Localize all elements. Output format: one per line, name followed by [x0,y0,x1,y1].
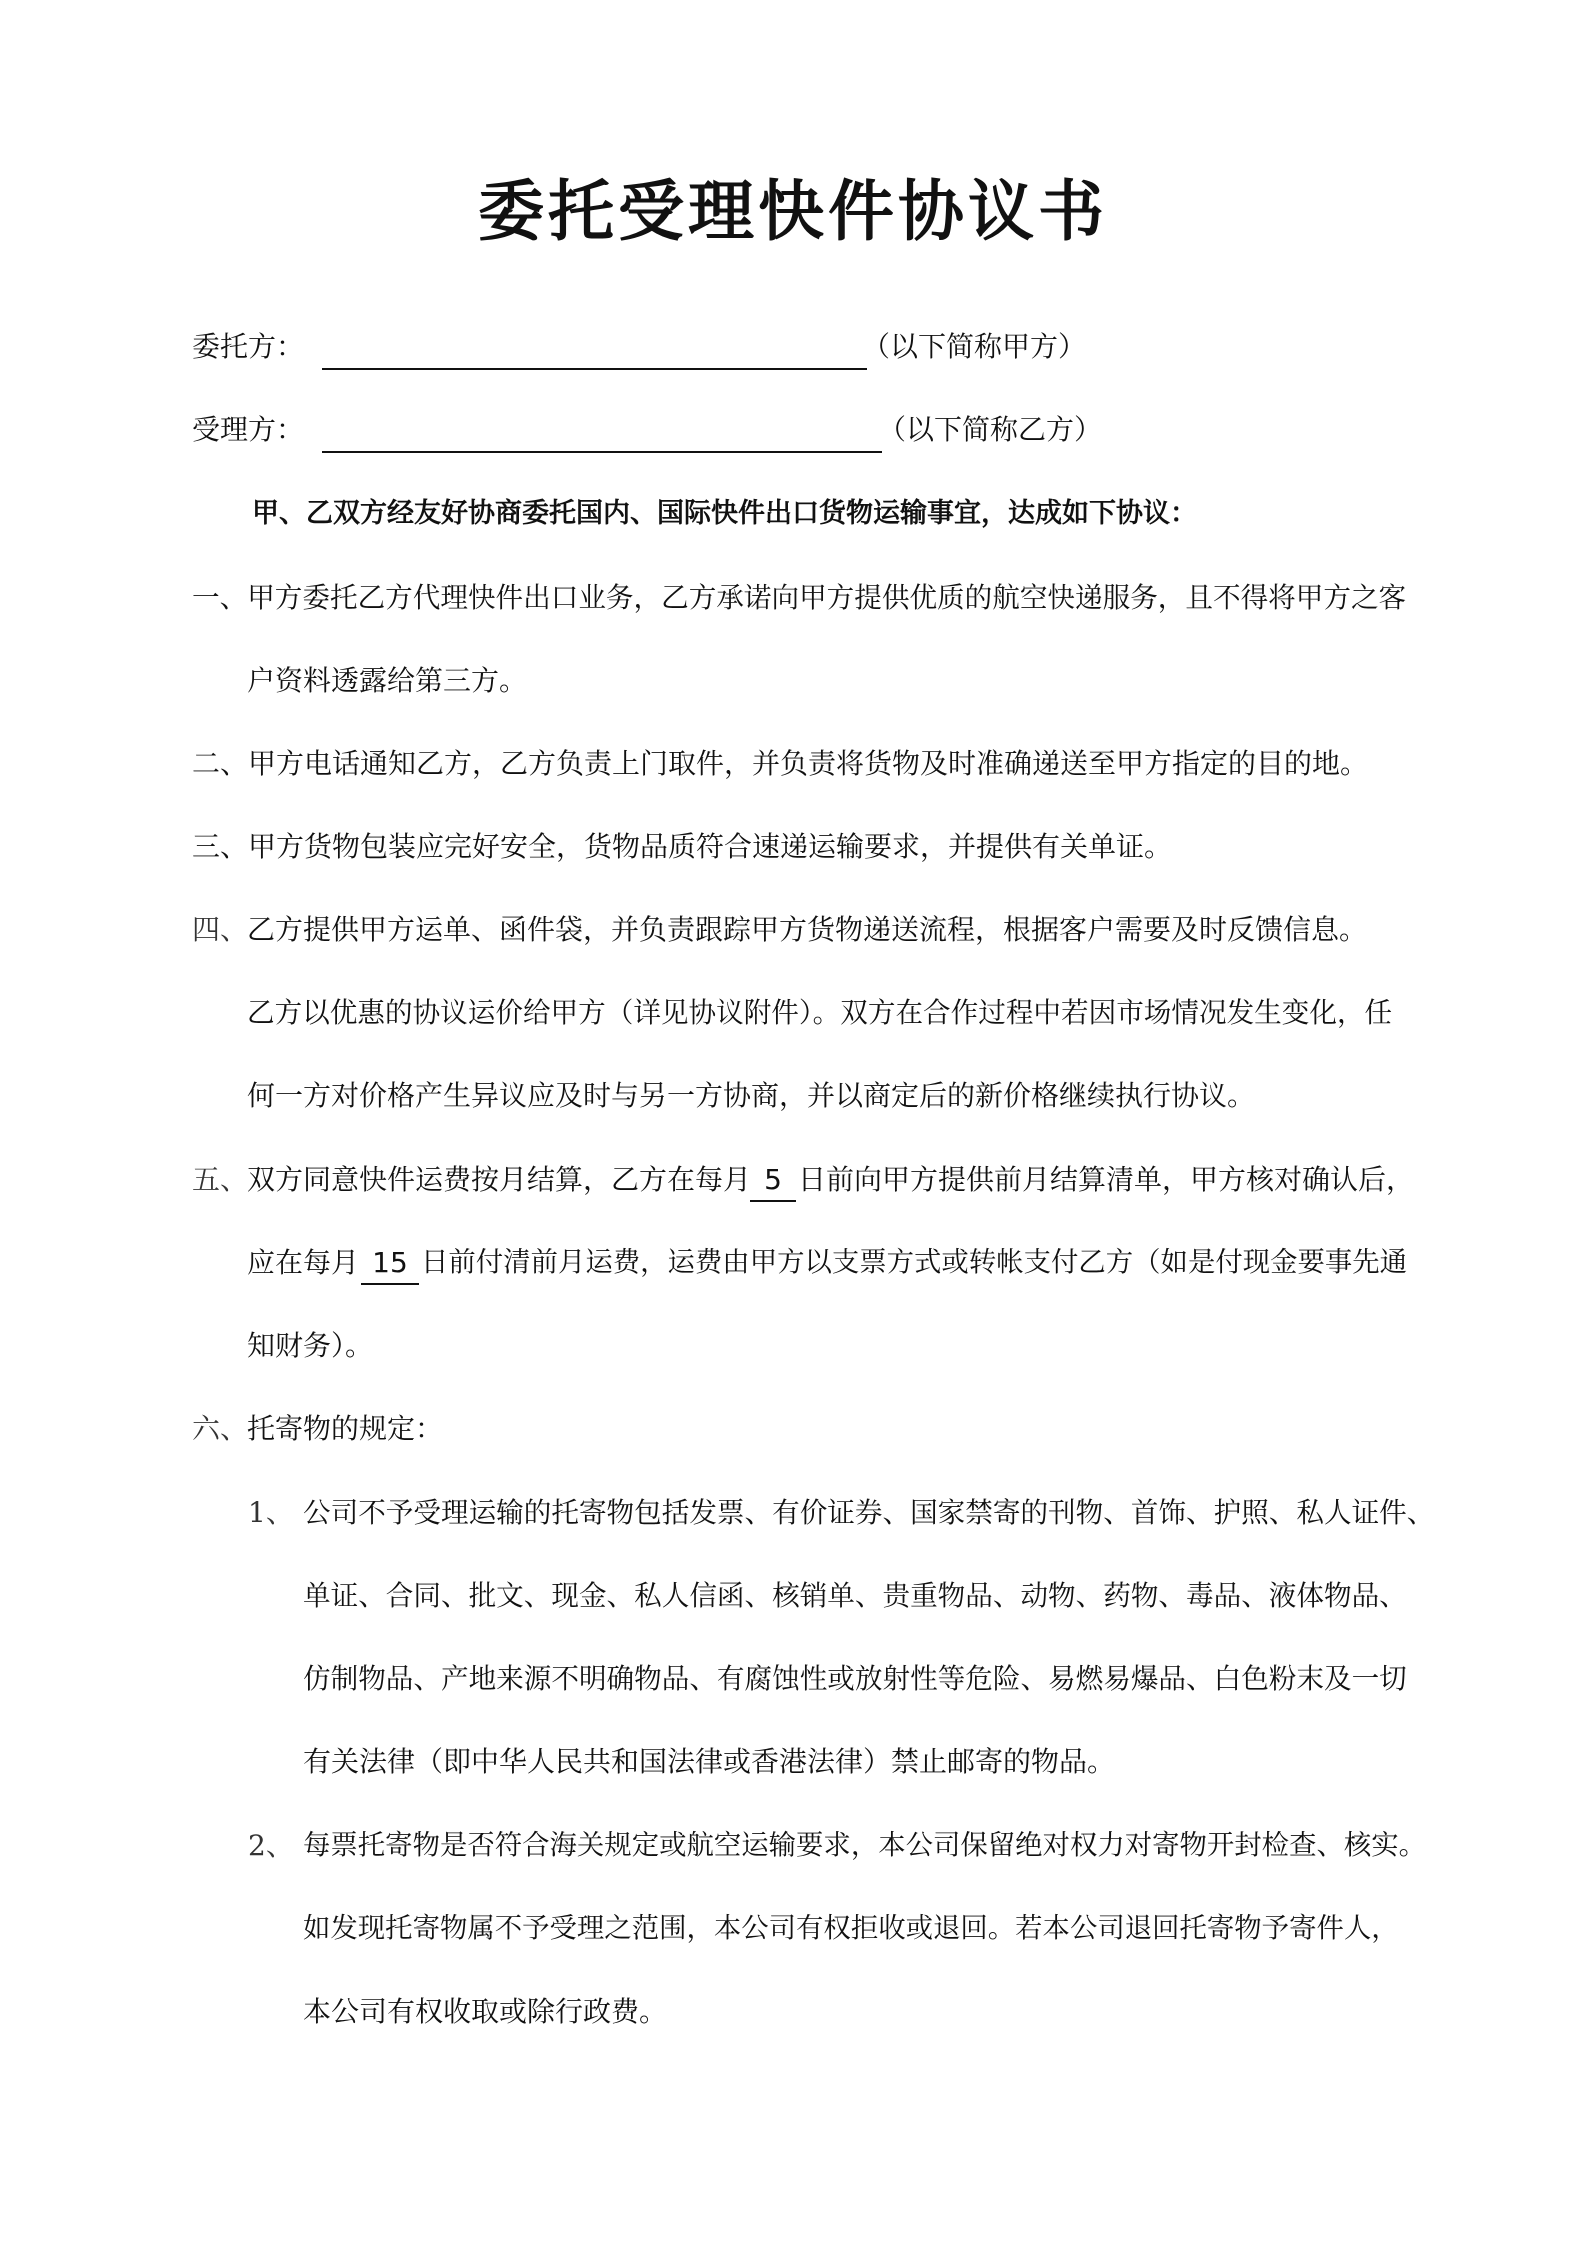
document-title: 委托受理快件协议书 [478,173,1108,250]
clause-5-line-2-a: 应在每月 [247,1246,360,1279]
clause-5-line-2-b: 日前付清前月运费，运费由甲方以支票方式或转帐支付乙方（如是付现金要事先通 [421,1247,1408,1278]
clause-4-line-2: 乙方以优惠的协议运价给甲方（详见协议附件）。双方在合作过程中若因市场情况发生变化，任 [247,996,1393,1029]
clause-1-line-1: 一、甲方委托乙方代理快件出口业务，乙方承诺向甲方提供优质的航空快递服务，且不得将甲方之客 [192,581,1407,614]
clause-1-line-2: 户资料透露给第三方。 [247,664,528,697]
sub-item-1-line-2: 单证、合同、批文、现金、私人信函、核销单、贵重物品、动物、药物、毒品、液体物品、 [303,1579,1407,1612]
entrust-party-blank[interactable] [322,368,867,370]
clause-3: 三、甲方货物包装应完好安全，货物品质符合速递运输要求，并提供有关单证。 [192,830,1173,863]
accept-party-suffix: （以下简称乙方） [878,413,1103,446]
sub-item-1-line-3: 仿制物品、产地来源不明确物品、有腐蚀性或放射性等危险、易燃易爆品、白色粉末及一切 [303,1662,1407,1695]
sub-item-2-line-2: 如发现托寄物属不予受理之范围，本公司有权拒收或退回。若本公司退回托寄物予寄件人， [303,1913,1399,1944]
clause-6-title: 托寄物的规定： [247,1412,444,1445]
entrust-party-suffix: （以下简称甲方） [862,330,1087,363]
clause-5-line-3: 知财务）。 [247,1329,374,1362]
intro-paragraph: 甲、乙双方经友好协商委托国内、国际快件出口货物运输事宜，达成如下协议： [252,498,1197,529]
clause-5-line-1-b: 日前向甲方提供前月结算清单，甲方核对确认后， [798,1163,1415,1196]
sub-item-1-number: 1、 [248,1496,294,1529]
clause-4-line-3: 何一方对价格产生异议应及时与另一方协商，并以商定后的新价格继续执行协议。 [247,1079,1256,1112]
accept-party-blank[interactable] [322,451,882,453]
accept-party-label: 受理方： [192,413,305,446]
sub-item-2-line-1: 每票托寄物是否符合海关规定或航空运输要求，本公司保留绝对权力对寄物开封检查、核实。 [303,1830,1427,1861]
sub-item-2-line-3: 本公司有权收取或除行政费。 [303,1995,668,2028]
monthly-statement-day[interactable]: 5 [750,1160,796,1202]
sub-item-2-number: 2、 [248,1829,294,1862]
clause-4-number: 四、 [192,913,249,946]
monthly-payment-day[interactable]: 15 [361,1243,419,1285]
clause-5-line-1-a: 双方同意快件运费按月结算，乙方在每月 [247,1163,752,1196]
clause-4-line-1: 乙方提供甲方运单、函件袋，并负责跟踪甲方货物递送流程，根据客户需要及时反馈信息。 [247,913,1368,946]
clause-5-number: 五、 [192,1163,249,1196]
clause-2: 二、甲方电话通知乙方，乙方负责上门取件，并负责将货物及时准确递送至甲方指定的目的地。 [192,747,1369,780]
clause-6-number: 六、 [192,1412,249,1445]
entrust-party-label: 委托方： [192,330,305,363]
sub-item-1-line-4: 有关法律（即中华人民共和国法律或香港法律）禁止邮寄的物品。 [303,1745,1116,1778]
sub-item-1-line-1: 公司不予受理运输的托寄物包括发票、有价证券、国家禁寄的刊物、首饰、护照、私人证件、 [303,1496,1435,1529]
